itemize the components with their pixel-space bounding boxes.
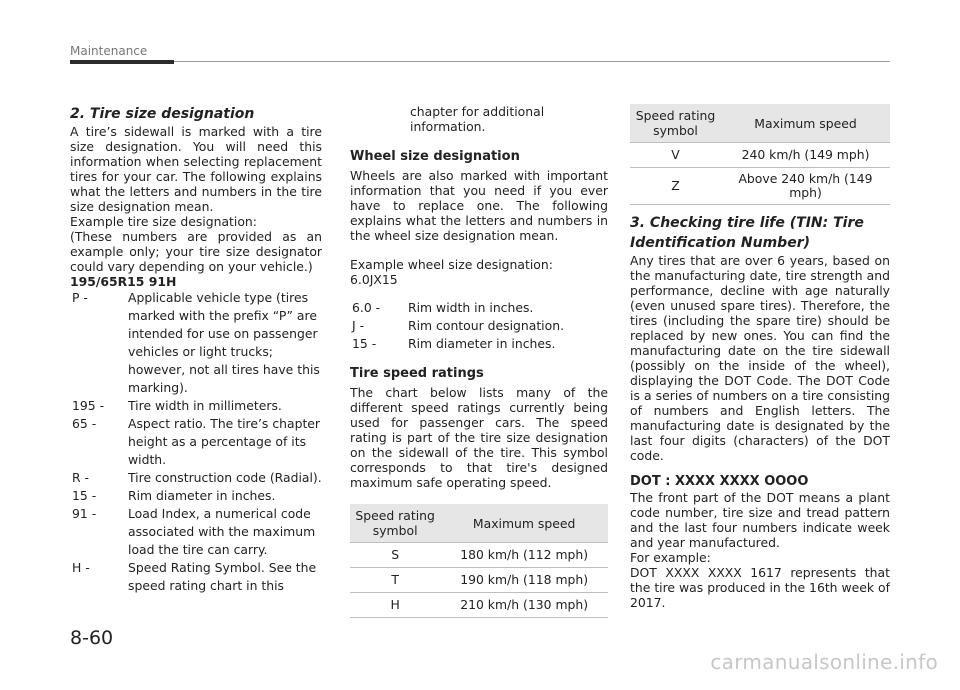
list-item [70, 397, 322, 415]
example-note: (These numbers are provided as an example only; your tire size designator could vary depending on your vehicle.) [70, 229, 322, 274]
table-cell: S [350, 543, 440, 568]
table-row [630, 143, 890, 168]
table-cell: 210 km/h (130 mph) [440, 593, 608, 618]
list-item [70, 289, 322, 397]
code-key: 6.0 - [352, 300, 381, 315]
table-cell: 240 km/h (149 mph) [721, 143, 890, 168]
code-desc: Aspect ratio. The tire’s chapter height as a percentage of its width. [128, 416, 321, 467]
code-desc: Load Index, a numerical code associated with the maximum load the tire can carry. [128, 506, 316, 557]
code-key: 15 - [72, 488, 97, 503]
table-cell: T [350, 568, 440, 593]
list-item [70, 505, 322, 559]
table-header-symbol: Speed rating symbol [350, 504, 440, 543]
table-row [350, 568, 608, 593]
table-cell: Above 240 km/h (149 mph) [721, 168, 890, 205]
speed-ratings-para: The chart below lists many of the different speed ratings currently being used for passenger cars. The speed rating is part of the tire size designation on the sidewall of the tire. This symbol corresponds to that tire's designed maximum safe operating speed. [350, 385, 608, 490]
table-cell: H [350, 593, 440, 618]
table-header-symbol: Speed rating symbol [630, 104, 721, 143]
continued-text: chapter for additional information. [410, 104, 545, 134]
code-desc: Tire construction code (Radial). [128, 470, 322, 485]
left-column [70, 104, 322, 595]
wheel-code-list [350, 299, 608, 353]
table-row [630, 168, 890, 205]
list-item [70, 559, 322, 595]
list-item [350, 299, 608, 317]
middle-column [350, 104, 608, 618]
header-rule [174, 61, 890, 62]
dot-para: The front part of the DOT means a plant code number, tire size and tread pattern and the last four numbers indicate week and year manufactured. [630, 490, 890, 550]
tin-para: Any tires that are over 6 years, based on the manufacturing date, tire strength and performance, decline with age naturally (even unused spare tires). Therefore, the tires (including the spare tire) should be replaced by new ones. You can find the manufacturing date on the tire sidewall (possibly on the inside of the wheel), displaying the DOT Code. The DOT Code is a series of numbers on a tire consisting of numbers and English letters. The manufacturing date is designated by the last four digits (characters) of the DOT code. [630, 253, 890, 463]
right-column [630, 104, 890, 610]
list-item [350, 335, 608, 353]
code-desc: Applicable vehicle type (tires marked with the prefix “P” are intended for use on passenger vehicles or light trucks; however, not all tires have this marking). [128, 290, 320, 395]
dot-example-label: For example: [630, 550, 711, 565]
table-cell: 190 km/h (118 mph) [440, 568, 608, 593]
dot-heading: DOT : XXXX XXXX OOOO [630, 474, 809, 489]
code-key: H - [72, 560, 90, 575]
code-key: 65 - [72, 416, 97, 431]
tire-size-intro: A tire’s sidewall is marked with a tire size designation. You will need this information when selecting replacement tires for your car. The following explains what the letters and numbers in the tire size designation mean. [70, 124, 322, 214]
code-key: 91 - [72, 506, 97, 521]
code-key: J - [352, 318, 365, 333]
code-desc: Tire width in millimeters. [128, 398, 282, 413]
tin-heading: 3. Checking tire life (TIN: Tire Identification Number) [630, 215, 864, 251]
section-label: Maintenance [70, 44, 148, 58]
tire-size-heading: 2. Tire size designation [70, 106, 255, 122]
table-cell: V [630, 143, 721, 168]
code-key: R - [72, 470, 90, 485]
table-row [350, 593, 608, 618]
table-header-speed: Maximum speed [440, 504, 608, 543]
tire-code-list [70, 289, 322, 595]
speed-table-continued [630, 104, 890, 205]
code-key: 15 - [352, 336, 377, 351]
code-desc: Rim diameter in inches. [408, 336, 556, 351]
code-key: P - [72, 290, 88, 305]
code-desc: Rim diameter in inches. [128, 488, 276, 503]
table-row [350, 543, 608, 568]
wheel-size-para: Wheels are also marked with important information that you need if you ever have to replace one. The following explains what the letters and numbers in the wheel size designation mean. [350, 168, 608, 243]
code-key: 195 - [72, 398, 105, 413]
header-bar [70, 60, 174, 64]
code-desc: Speed Rating Symbol. See the speed rating chart in this [128, 560, 317, 593]
dot-example-text: DOT XXXX XXXX 1617 represents that the tire was produced in the 16th week of 2017. [630, 565, 890, 610]
speed-table [350, 504, 608, 618]
watermark: carmanualsonline.info [710, 650, 938, 674]
list-item [350, 317, 608, 335]
page-number: 8-60 [70, 627, 114, 649]
table-header-row [350, 504, 608, 543]
code-desc: Rim width in inches. [408, 300, 534, 315]
table-cell: Z [630, 168, 721, 205]
wheel-example-value: 6.0JX15 [350, 272, 398, 287]
wheel-example-label: Example wheel size designation: [350, 257, 553, 272]
table-header-row [630, 104, 890, 143]
example-label: Example tire size designation: [70, 214, 257, 229]
wheel-size-heading: Wheel size designation [350, 149, 520, 164]
table-cell: 180 km/h (112 mph) [440, 543, 608, 568]
code-desc: Rim contour designation. [408, 318, 565, 333]
example-value: 195/65R15 91H [70, 274, 177, 289]
list-item [70, 469, 322, 487]
speed-ratings-heading: Tire speed ratings [350, 366, 484, 381]
list-item [70, 487, 322, 505]
list-item [70, 415, 322, 469]
table-header-speed: Maximum speed [721, 104, 890, 143]
